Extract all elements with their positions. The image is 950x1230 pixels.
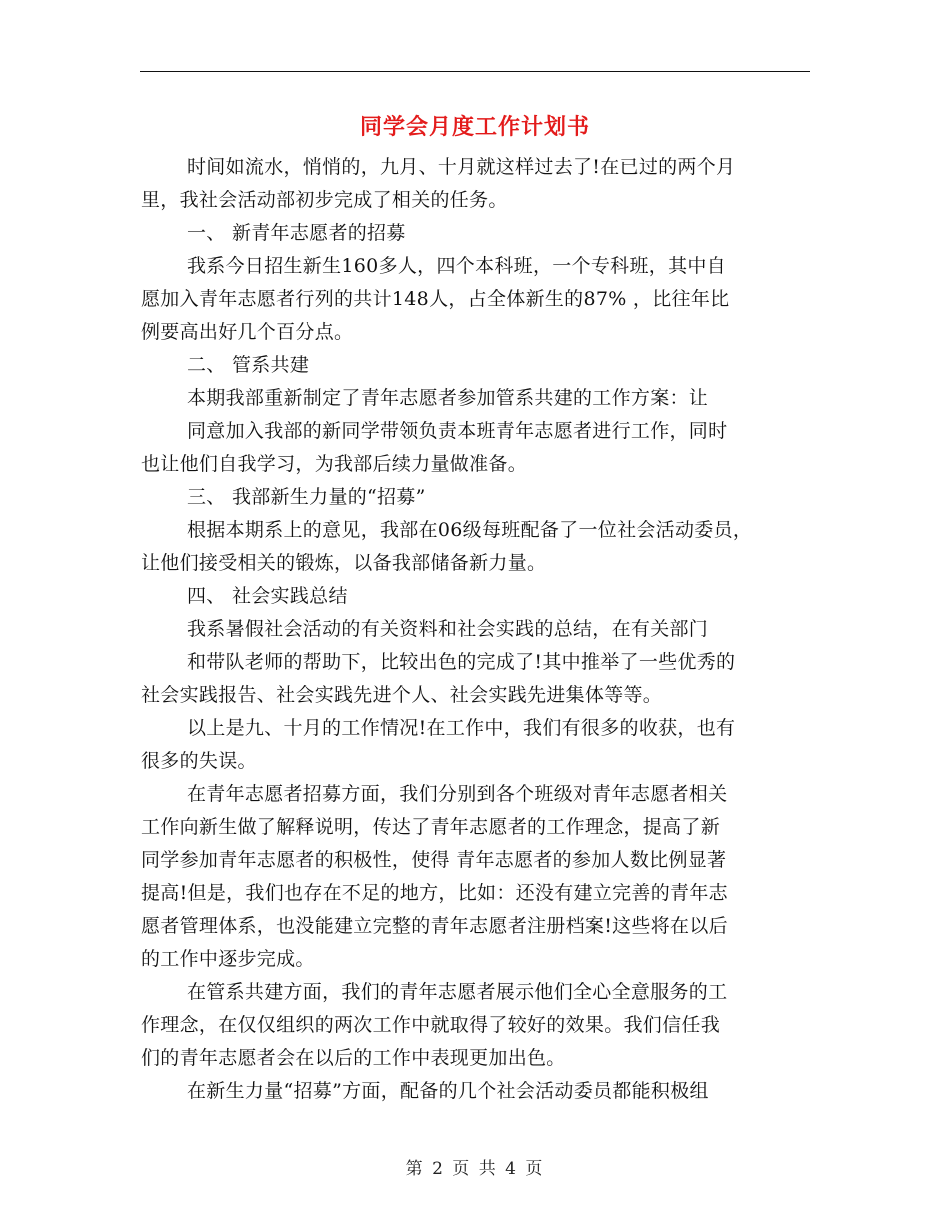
text-line: 愿者管理体系，也没能建立完整的青年志愿者注册档案!这些将在以后: [141, 915, 728, 937]
text-line: 在新生力量“招募”方面，配备的几个社会活动委员都能积极组: [187, 1080, 709, 1102]
text-line: 在青年志愿者招募方面，我们分别到各个班级对青年志愿者相关: [187, 783, 728, 805]
page-footer: 第 2 页 共 4 页: [405, 1159, 545, 1179]
text-line: 和带队老师的帮助下，比较出色的完成了!其中推举了一些优秀的: [187, 651, 736, 673]
text-line: 愿加入青年志愿者行列的共计148人，占全体新生的87% ，比往年比: [141, 288, 730, 310]
text-line: 我系暑假社会活动的有关资料和社会实践的总结，在有关部门: [187, 618, 709, 640]
header-rule: [140, 71, 810, 72]
text-line: 例要高出好几个百分点。: [141, 321, 354, 343]
text-line: 的工作中逐步完成。: [141, 948, 315, 970]
text-line: 在管系共建方面，我们的青年志愿者展示他们全心全意服务的工: [187, 981, 728, 1003]
section-heading: 四、 社会实践总结: [187, 585, 348, 607]
text-line: 提高!但是，我们也存在不足的地方，比如：还没有建立完善的青年志: [141, 882, 728, 904]
document-title: 同学会月度工作计划书: [359, 114, 590, 140]
section-heading: 三、 我部新生力量的“招募”: [187, 486, 426, 508]
text-line: 里，我社会活动部初步完成了相关的任务。: [141, 189, 508, 211]
text-line: 同意加入我部的新同学带领负责本班青年志愿者进行工作，同时: [187, 420, 728, 442]
text-line: 同学参加青年志愿者的积极性，使得 青年志愿者的参加人数比例显著: [141, 849, 727, 871]
text-line: 以上是九、十月的工作情况!在工作中，我们有很多的收获，也有: [187, 717, 736, 739]
text-line: 本期我部重新制定了青年志愿者参加管系共建的工作方案：让: [187, 387, 709, 409]
text-line: 工作向新生做了解释说明，传达了青年志愿者的工作理念，提高了新: [141, 816, 721, 838]
section-heading: 二、 管系共建: [187, 354, 310, 376]
document-body: [141, 151, 813, 1108]
text-line: 我系今日招生新生160多人，四个本科班，一个专科班，其中自: [187, 255, 726, 277]
text-line: 作理念，在仅仅组织的两次工作中就取得了较好的效果。我们信任我: [141, 1014, 721, 1036]
text-line: 也让他们自我学习，为我部后续力量做准备。: [141, 453, 528, 475]
text-line: 时间如流水，悄悄的，九月、十月就这样过去了!在已过的两个月: [187, 156, 736, 178]
text-line: 们的青年志愿者会在以后的工作中表现更加出色。: [141, 1047, 566, 1069]
text-line: 让他们接受相关的锻炼，以备我部储备新力量。: [141, 552, 547, 574]
section-heading: 一、 新青年志愿者的招募: [187, 222, 406, 244]
text-line: 很多的失误。: [141, 750, 257, 772]
text-line: 根据本期系上的意见，我部在06级每班配备了一位社会活动委员，: [187, 519, 753, 541]
text-line: 社会实践报告、社会实践先进个人、社会实践先进集体等等。: [141, 684, 663, 706]
